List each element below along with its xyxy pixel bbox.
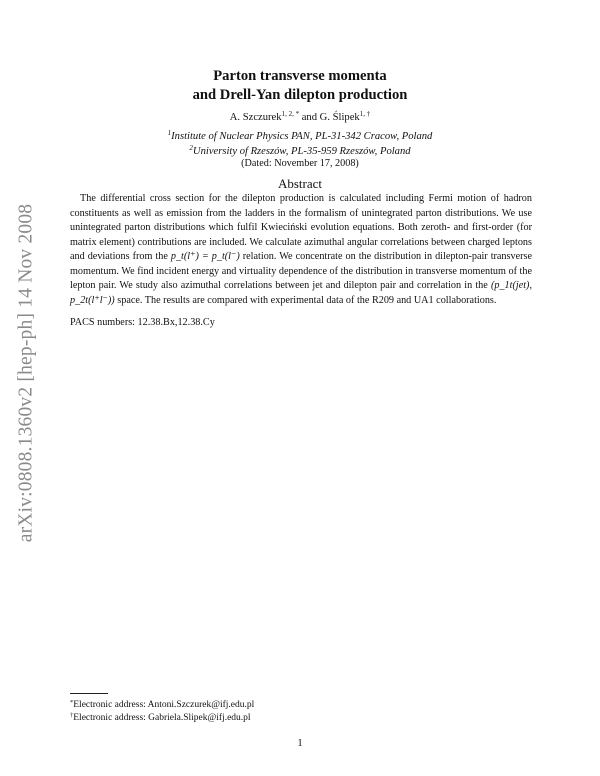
author-1: A. Szczurek [229,112,282,123]
affiliation-1 [0,129,600,144]
footnote-2-text: Electronic address: Gabriela.Slipek@ifj.edu.pl [73,713,251,723]
footnote-1-mark: * [70,699,74,706]
abstract-math-2: (p_1t(jet), p_2t(l⁺l⁻)) [70,280,532,306]
abstract-part-2: relation. We concentrate on the distribution in dilepton-pair transverse momentum. We find incident energy and virtuality dependence of the distribution in transverse momentum of the lepton pair. We study also azimuthal correlations between jet and dilepton pair and correlation in the [70,251,532,292]
abstract-math-1: p_t(l⁺) = p_t(l⁻) [170,251,240,263]
title-line-1: Parton transverse momenta [213,68,387,84]
arxiv-stamp [13,185,39,560]
paper-title [0,67,600,105]
affiliation-2-mark: 2 [189,144,193,152]
abstract-part-1: The differential cross section for the dilepton production is calculated including Fermi motion of hadron constituents as well as emission from the ladders in the formalism of unintegrated parton distributions. We use unintegrated parton distributions which fulfil Kwieciński evolution equations. Both zeroth- and first-order (for matrix element) contributions are included. We calculate azimuthal angular correlations between charged leptons and deviations from the [70,193,532,263]
footnote-2 [70,712,251,724]
title-line-2: and Drell-Yan dilepton production [192,87,408,103]
abstract-body [70,192,532,308]
abstract-part-3: space. The results are compared with experimental data of the R209 and UA1 collaborations. [114,294,497,306]
page-number: 1 [297,738,303,749]
affiliation-2 [0,144,600,159]
affiliation-1-mark: 1 [167,129,172,137]
pacs-numbers: PACS numbers: 12.38.Bx,12.38.Cy [70,317,215,328]
abstract-heading: Abstract [277,176,323,191]
footnote-2-mark: † [70,712,74,719]
arxiv-stamp-text: arXiv:0808.1360v2 [hep-ph] 14 Nov 2008 [15,203,37,542]
footnote-rule [70,693,108,694]
dated-line: (Dated: November 17, 2008) [241,158,359,169]
authors-conjunction: and [301,112,318,123]
affiliation-1-text: Institute of Nuclear Physics PAN, PL-31-342 Cracow, Poland [171,131,433,142]
author-2-affil-mark: 1, † [359,110,371,118]
footnote-1-text: Electronic address: Antoni.Szczurek@ifj.edu.pl [73,700,255,710]
affiliations [0,129,600,159]
footnote-1 [70,699,254,711]
author-1-affil-mark: 1, 2, * [281,110,300,118]
authors-line [0,111,600,124]
author-2: G. Ślipek [319,112,360,123]
affiliation-2-text: University of Rzeszów, PL-35-959 Rzeszów, Poland [192,146,411,157]
